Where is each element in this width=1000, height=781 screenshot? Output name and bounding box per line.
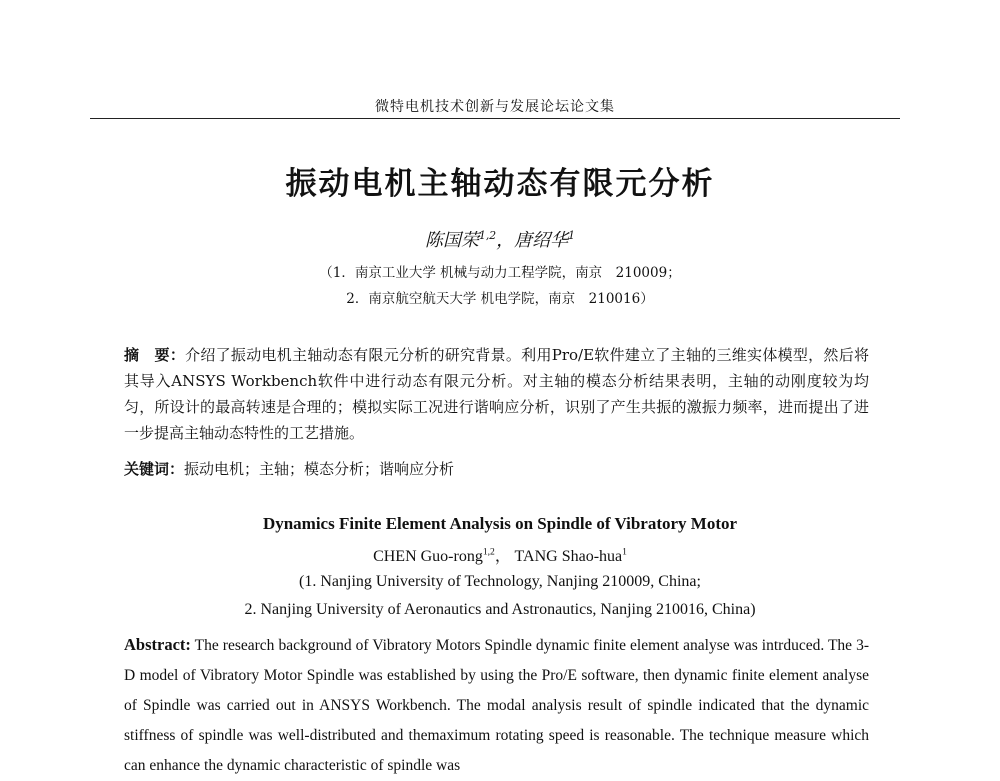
abstract-cn-text: 介绍了振动电机主轴动态有限元分析的研究背景。利用Pro/E软件建立了主轴的三维实体模型，然后将其导入ANSYS Workbench软件中进行动态有限元分析。对主轴的模态分析结果表明，主轴的动刚度较为均匀，所设计的最高转速是合理的；模拟实际工况进行谐响应分析，识别了产生共振的激振力频率，进而提出了进一步提高主轴动态特性的工艺措施。 [124, 346, 869, 442]
author-affiliation-mark: 1,2 [482, 546, 495, 558]
keywords-cn-text: 振动电机；主轴；模态分析；谐响应分析 [184, 460, 455, 478]
keywords-cn-label: 关键词： [124, 460, 185, 478]
abstract-en [124, 630, 869, 781]
keywords-cn [124, 456, 869, 482]
author-affiliation-mark: 1,2 [478, 229, 497, 242]
affiliation-cn-1: （1．南京工业大学 机械与动力工程学院，南京 210009； [319, 265, 681, 281]
abstract-cn [124, 342, 869, 446]
abstract-en-text: The research background of Vibratory Motors Spindle dynamic finite element analyse was intrduced. The 3-D model of Vibratory Motor Spindle was established by using the Pro/E software, then dynamic finite element analyse of Spindle was carried out in ANSYS Workbench. The modal analysis result of spindle indicated that the dynamic stiffness of spindle was well-distributed and themaximum rotating speed is reasonable. The technique measure which can enhance the dynamic characteristic of spindle was [124, 637, 869, 774]
affiliation-cn-2: 2．南京航空航天大学 机电学院，南京 210016） [346, 291, 654, 307]
author-name: 唐绍华 [514, 230, 569, 251]
paper-title-cn: 振动电机主轴动态有限元分析 [285, 166, 715, 202]
header-rule [90, 118, 900, 119]
author-separator: ， [494, 548, 515, 565]
paper-title-en: Dynamics Finite Element Analysis on Spindle of Vibratory Motor [262, 514, 738, 533]
authors-cn [0, 226, 1000, 252]
author-separator: ， [496, 230, 515, 251]
author-name: 陈国荣 [424, 230, 479, 251]
running-head: 微特电机技术创新与发展论坛论文集 [375, 99, 615, 115]
authors-en [0, 543, 1000, 566]
author-affiliation-mark: 1 [622, 546, 627, 558]
author-name: CHEN Guo-rong [373, 548, 483, 565]
author-affiliation-mark: 1 [568, 229, 576, 242]
affiliation-en-2: 2. Nanjing University of Aeronautics and Astronautics, Nanjing 210016, China) [244, 601, 756, 618]
affiliation-en-1: (1. Nanjing University of Technology, Nanjing 210009, China; [299, 573, 701, 590]
abstract-en-label: Abstract: [124, 635, 191, 654]
abstract-cn-label: 摘 要： [124, 346, 186, 364]
author-name: TANG Shao-hua [514, 548, 623, 565]
